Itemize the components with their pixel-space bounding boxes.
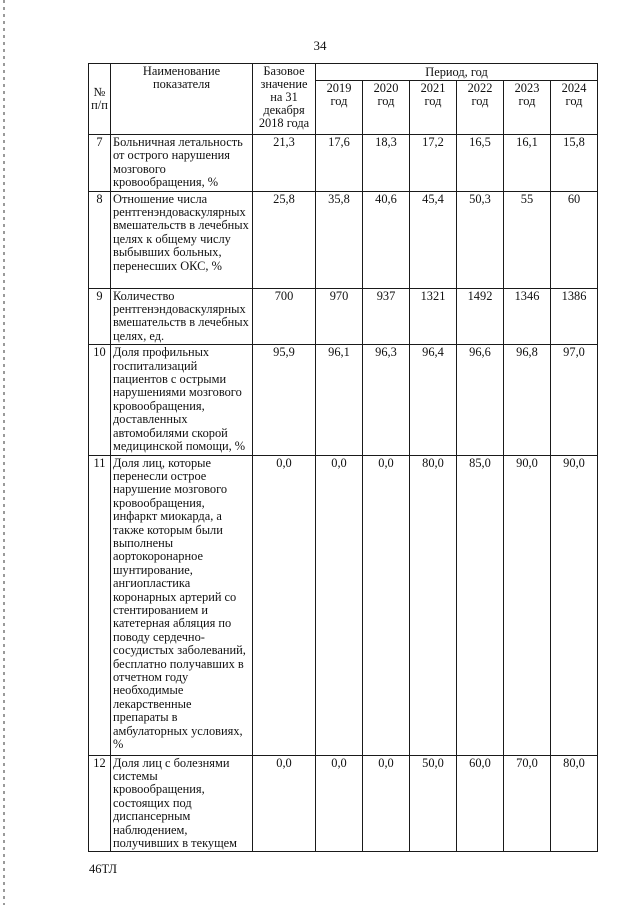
row-number: 9: [89, 288, 111, 345]
year-header: 2020 год: [363, 81, 410, 135]
year-value: 85,0: [457, 455, 504, 755]
year-value: 97,0: [551, 345, 598, 455]
indicator-name: Отношение числа рентгенэндоваскулярных вмешательств в лечебных целях к общему числу выбывших больных, перенесших ОКС, %: [111, 191, 253, 288]
base-value: 700: [253, 288, 316, 345]
year-value: 15,8: [551, 135, 598, 192]
document-code: 46ТЛ: [89, 862, 117, 876]
year-value: 80,0: [410, 455, 457, 755]
indicator-name: Доля лиц, которые перенесли острое нарушение мозгового кровообращения, инфаркт миокарда, а также которым были выполнены аортокоронарное шунтирование, ангиопластика коронарных артерий со стентированием и катетерная абляция по поводу сердечно-сосудистых заболеваний, бесплатно получавших в отчетном году необходимые лекарственные препараты в амбулаторных условиях, %: [111, 455, 253, 755]
year-value: 17,6: [316, 135, 363, 192]
indicators-table: [88, 63, 598, 852]
year-value: 90,0: [504, 455, 551, 755]
year-value: 96,3: [363, 345, 410, 455]
row-number: 10: [89, 345, 111, 455]
year-value: 16,1: [504, 135, 551, 192]
page-number: 34: [313, 38, 327, 53]
year-value: 96,6: [457, 345, 504, 455]
year-value: 0,0: [316, 755, 363, 852]
year-value: 18,3: [363, 135, 410, 192]
year-value: 0,0: [316, 455, 363, 755]
year-value: 0,0: [363, 755, 410, 852]
base-value: 21,3: [253, 135, 316, 192]
year-header: 2022 год: [457, 81, 504, 135]
table-row: [89, 345, 598, 455]
year-value: 96,1: [316, 345, 363, 455]
base-value: 0,0: [253, 755, 316, 852]
row-number: 7: [89, 135, 111, 192]
col-num-header: № п/п: [89, 64, 111, 135]
year-value: 50,3: [457, 191, 504, 288]
year-value: 1492: [457, 288, 504, 345]
year-value: 17,2: [410, 135, 457, 192]
indicator-name: Доля лиц с болезнями системы кровообращения, состоящих под диспансерным наблюдением, получивших в текущем: [111, 755, 253, 852]
year-value: 40,6: [363, 191, 410, 288]
year-value: 50,0: [410, 755, 457, 852]
year-value: 1321: [410, 288, 457, 345]
base-value: 25,8: [253, 191, 316, 288]
year-value: 96,8: [504, 345, 551, 455]
col-base-header: Базовое значение на 31 декабря 2018 года: [253, 64, 316, 135]
year-value: 60: [551, 191, 598, 288]
table-row: [89, 288, 598, 345]
year-header: 2019 год: [316, 81, 363, 135]
base-value: 0,0: [253, 455, 316, 755]
year-header: 2024 год: [551, 81, 598, 135]
year-value: 60,0: [457, 755, 504, 852]
row-number: 12: [89, 755, 111, 852]
page-edge: [3, 0, 5, 905]
year-value: 45,4: [410, 191, 457, 288]
year-value: 0,0: [363, 455, 410, 755]
year-value: 55: [504, 191, 551, 288]
header-row-top: [89, 64, 598, 81]
year-value: 1346: [504, 288, 551, 345]
indicator-name: Доля профильных госпитализаций пациентов с острыми нарушениями мозгового кровообращения, доставленных автомобилями скорой медицинской помощи, %: [111, 345, 253, 455]
year-value: 937: [363, 288, 410, 345]
year-value: 1386: [551, 288, 598, 345]
table-row: [89, 755, 598, 852]
col-period-header: Период, год: [316, 64, 598, 81]
year-value: 70,0: [504, 755, 551, 852]
indicator-name: Количество рентгенэндоваскулярных вмешательств в лечебных целях, ед.: [111, 288, 253, 345]
year-header: 2021 год: [410, 81, 457, 135]
base-value: 95,9: [253, 345, 316, 455]
table-row: [89, 135, 598, 192]
year-value: 35,8: [316, 191, 363, 288]
row-number: 11: [89, 455, 111, 755]
table-row: [89, 191, 598, 288]
year-value: 80,0: [551, 755, 598, 852]
row-number: 8: [89, 191, 111, 288]
indicator-name: Больничная летальность от острого нарушения мозгового кровообращения, %: [111, 135, 253, 192]
table-row: [89, 455, 598, 755]
year-value: 96,4: [410, 345, 457, 455]
col-name-header: Наименование показателя: [111, 64, 253, 135]
year-value: 90,0: [551, 455, 598, 755]
year-value: 16,5: [457, 135, 504, 192]
year-header: 2023 год: [504, 81, 551, 135]
year-value: 970: [316, 288, 363, 345]
